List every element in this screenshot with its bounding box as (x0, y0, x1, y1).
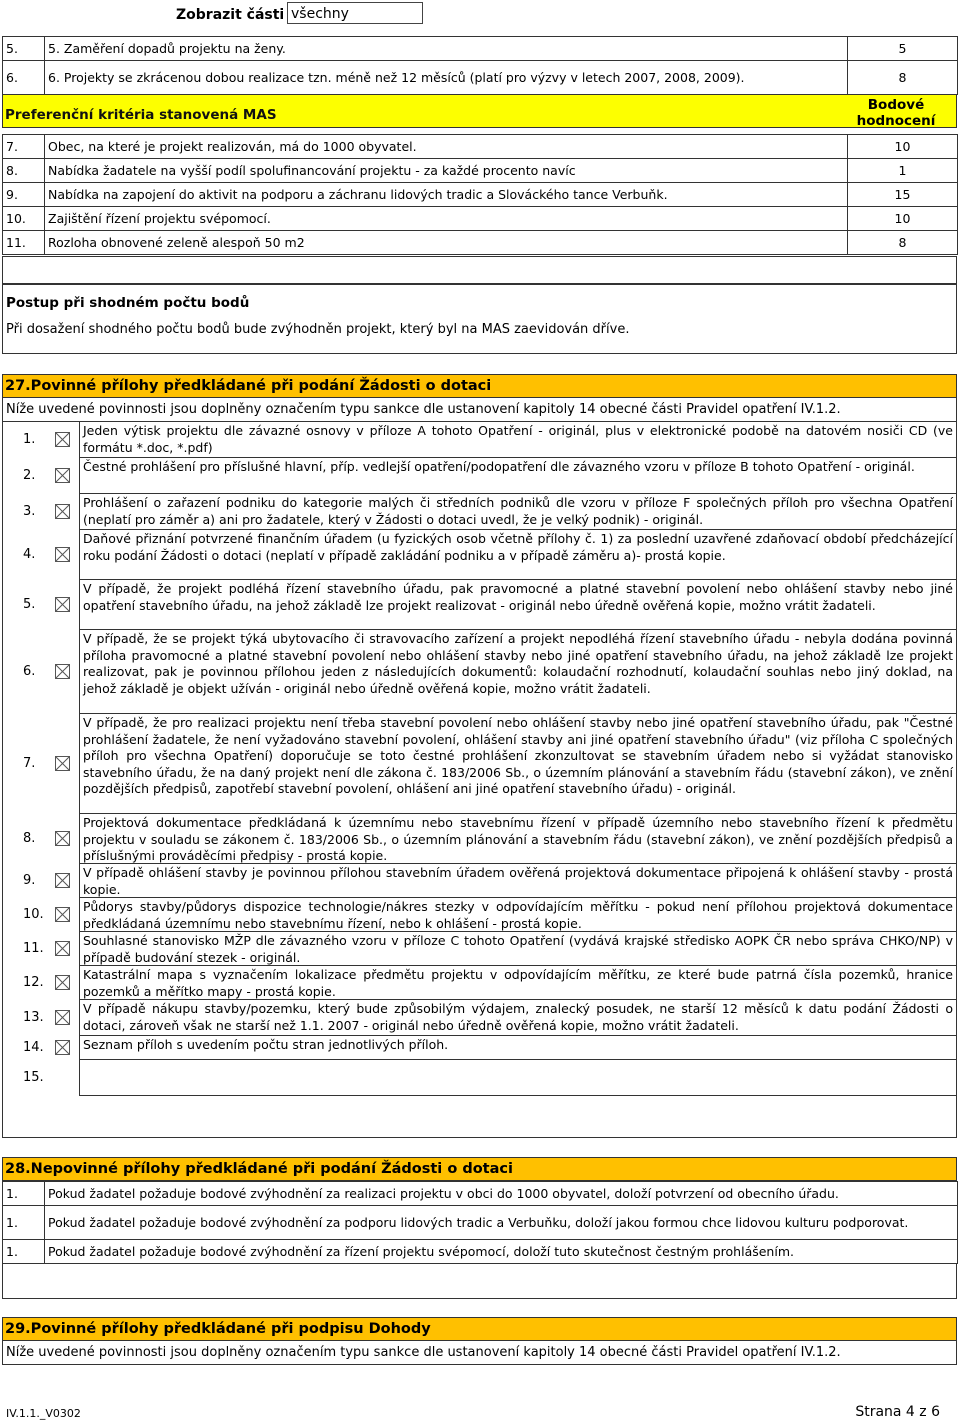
preferential-row (3, 231, 958, 255)
preferential-row (3, 135, 958, 159)
checked-checkbox-icon[interactable] (55, 873, 70, 888)
attachment-num: 9. (23, 873, 36, 888)
page-number: Strana 4 z 6 (855, 1404, 940, 1420)
criteria-num: 11. (3, 231, 45, 255)
attachment-num: 12. (23, 975, 44, 990)
tie-break-text: Při dosažení shodného počtu bodů bude zvýhodněn projekt, který byl na MAS zaevidován dříve. (6, 322, 630, 337)
criteria-row-6 (3, 61, 958, 95)
attachment-text: V případě, že projekt podléhá řízení stavebního úřadu, pak pravomocné a platné stavební povolení nebo ohlášení stavby nebo jiné opatření stavebního úřadu, na jehož základě lze projekt realizovat - originál nebo úředně ověřená kopie, možno vrátit žadateli. (79, 580, 956, 630)
attachment-num: 2. (23, 468, 36, 483)
attachment-row (2, 814, 957, 864)
optional-attachment-row (3, 1206, 958, 1240)
attachment-num: 4. (23, 547, 36, 562)
attachment-text: Katastrální mapa s vyznačením lokalizace předmětu projektu v odpovídajícím měřítku, ze které bude patrná čísla pozemků, hranice pozemků a měřítko mapy - prostá kopie. (79, 966, 956, 1000)
criteria-text: Nabídka žadatele na vyšší podíl spolufinancování projektu - za každé procento navíc (45, 159, 848, 183)
checked-checkbox-icon[interactable] (55, 547, 70, 562)
attachment-num: 1. (3, 1206, 45, 1240)
checked-checkbox-icon[interactable] (55, 907, 70, 922)
attachment-row (2, 1036, 957, 1060)
attachment-text: Půdorys stavby/půdorys dispozice technologie/nákres stezky v odpovídajícím měřítku - pokud není přílohou projektová dokumentace předkládaná územnímu nebo stavebnímu řízení, nebo k ohlášení - prostá kopie. (79, 898, 956, 932)
attachment-row (2, 1060, 957, 1096)
attachment-row (2, 530, 957, 580)
attachment-row (2, 714, 957, 814)
attachment-text: Pokud žadatel požaduje bodové zvýhodnění za realizaci projektu v obci do 1000 obyvatel, doloží potvrzení od obecního úřadu. (45, 1182, 958, 1206)
section-27-list (2, 422, 957, 1096)
section-29-intro-row (2, 1341, 957, 1365)
attachment-row (2, 494, 957, 530)
preferential-row (3, 183, 958, 207)
checked-checkbox-icon[interactable] (55, 664, 70, 679)
attachment-num: 6. (23, 664, 36, 679)
filter-label: Zobrazit části (176, 7, 285, 23)
attachment-text: V případě, že se projekt týká ubytovacího či stravovacího zařízení a projekt nepodléhá řízení stavebního úřadu - nebyla dodána povinná příloha pravomocné a platné stavební povolení nebo ohlášení stavby nebo jiné opatření stavebního úřadu, na jehož základě lze projekt realizovat, pak je povinnou přílohou jeden z následujících dokumentů: kolaudační rozhodnutí, kolaudační souhlas nebo jiný doklad, na jehož základě je objekt užíván - originál nebo úředně ověřená kopie, možno vrátit žadateli. (79, 630, 956, 714)
criteria-text: Rozloha obnovené zeleně alespoň 50 m2 (45, 231, 848, 255)
attachment-text: Souhlasné stanovisko MŽP dle závazného vzoru v příloze C tohoto Opatření (vydává krajské středisko AOPK ČR nebo správa CHKO/NP) v případě budování stezek - originál. (79, 932, 956, 966)
attachment-num: 1. (23, 432, 36, 447)
criteria-text: 6. Projekty se zkrácenou dobou realizace tzn. méně než 12 měsíců (platí pro výzvy v letech 2007, 2008, 2009). (45, 61, 848, 95)
attachment-text: V případě nákupu stavby/pozemku, který bude způsobilým výdajem, znalecký posudek, ne starší 12 měsíců k datu podání Žádosti o dotaci, zároveň však ne starší než 1.1. 2007 - originál nebo úředně ověřená kopie, možno vrátit žadateli. (79, 1000, 956, 1036)
attachment-num: 3. (23, 504, 36, 519)
attachment-row (2, 864, 957, 898)
attachment-text: Pokud žadatel požaduje bodové zvýhodnění za řízení projektu svépomocí, doloží tuto skutečnost čestným prohlášením. (45, 1240, 958, 1264)
criteria-points: 8 (848, 231, 958, 255)
attachment-num: 1. (3, 1182, 45, 1206)
checked-checkbox-icon[interactable] (55, 432, 70, 447)
attachment-num: 7. (23, 756, 36, 771)
attachment-text: Jeden výtisk projektu dle závazné osnovy v příloze A tohoto Opatření - originál, plus v elektronické podobě na datovém nosiči CD (ve formátu *.doc, *.pdf) (79, 422, 956, 458)
attachment-num: 1. (3, 1240, 45, 1264)
section-29-title: 29.Povinné přílohy předkládané při podpisu Dohody (5, 1321, 431, 1337)
checked-checkbox-icon[interactable] (55, 756, 70, 771)
attachment-num: 15. (23, 1070, 44, 1085)
criteria-table (2, 36, 958, 95)
attachment-num: 11. (23, 941, 44, 956)
attachment-text: Seznam příloh s uvedením počtu stran jednotlivých příloh. (79, 1036, 956, 1060)
tie-break-title: Postup při shodném počtu bodů (6, 295, 250, 311)
filter-bar (0, 0, 960, 34)
spacer-row (2, 256, 957, 284)
attachment-row (2, 422, 957, 458)
points-column-header: Bodové hodnocení (856, 97, 936, 129)
attachment-text: V případě, že pro realizaci projektu není třeba stavební povolení nebo ohlášení stavby nebo jiné opatření stavebního úřadu, pak "Čestné prohlášení žadatele, že není vyžadováno stavební povolení, ohlášení stavby ani jiné opatření stavebního úřadu" (viz příloha C společných příloh pro všechna Opatření) doporučuje se toto čestné prohlášení zkonzultovat se stavebním úřadem nebo si vyžádat stanovisko stavebního úřadu, že na daný projekt není dle zákona č. 183/2006 Sb., o územním plánování a stavebním řádu (stavební zákon), ve znění pozdějších předpisů, zapotřebí stavební povolení, ohlášení ani jiné opatření stavebního úřadu) - originál. (79, 714, 956, 814)
attachment-text (79, 1060, 956, 1096)
criteria-num: 5. (3, 37, 45, 61)
attachment-text: V případě ohlášení stavby je povinnou přílohou stavebním úřadem ověřená projektová dokumentace připojená k ohlášení stavby - prostá kopie. (79, 864, 956, 898)
attachment-text: Daňové přiznání potvrzené finančním úřadem (u fyzických osob včetně přílohy č. 1) za poslední uzavřené zdaňovací období předcházející roku podání Žádosti o dotaci (neplatí v případě zakládání podniku a v případě záměru a)- prostá kopie. (79, 530, 956, 580)
filter-select[interactable]: všechny (287, 2, 423, 24)
preferential-row (3, 207, 958, 231)
checked-checkbox-icon[interactable] (55, 1040, 70, 1055)
optional-attachment-row (3, 1240, 958, 1264)
attachment-num: 8. (23, 831, 36, 846)
attachment-text: Pokud žadatel požaduje bodové zvýhodnění za podporu lidových tradic a Verbuňku, doloží jakou formou chce lidovou kulturu podporovat. (45, 1206, 958, 1240)
criteria-num: 6. (3, 61, 45, 95)
tie-break-box (2, 284, 957, 354)
section-29-intro: Níže uvedené povinnosti jsou doplněny označením typu sankce dle ustanovení kapitoly 14 obecné části Pravidel opatření IV.1.2. (6, 1345, 841, 1360)
criteria-row-5 (3, 37, 958, 61)
section-27-header (2, 374, 957, 398)
section-27-intro-row (2, 398, 957, 422)
criteria-num: 10. (3, 207, 45, 231)
criteria-text: Zajištění řízení projektu svépomocí. (45, 207, 848, 231)
checked-checkbox-icon[interactable] (55, 504, 70, 519)
attachment-num: 10. (23, 907, 44, 922)
criteria-text: Obec, na které je projekt realizován, má do 1000 obyvatel. (45, 135, 848, 159)
attachment-num: 13. (23, 1010, 44, 1025)
section-27-title: 27.Povinné přílohy předkládané při podání Žádosti o dotaci (5, 378, 492, 394)
preferential-title: Preferenční kritéria stanovená MAS (5, 107, 277, 123)
preferential-header (2, 94, 957, 128)
section-28-spacer (2, 1263, 957, 1299)
checked-checkbox-icon[interactable] (55, 468, 70, 483)
checked-checkbox-icon[interactable] (55, 975, 70, 990)
attachment-row (2, 630, 957, 714)
attachment-row (2, 966, 957, 1000)
section-27-spacer (2, 1096, 957, 1138)
criteria-points: 10 (848, 207, 958, 231)
criteria-num: 9. (3, 183, 45, 207)
section-28-title: 28.Nepovinné přílohy předkládané při podání Žádosti o dotaci (5, 1161, 513, 1177)
attachment-text: Čestné prohlášení pro příslušné hlavní, příp. vedlejší opatření/podopatření dle závazného vzoru v příloze B tohoto Opatření - originál. (79, 458, 956, 494)
attachment-row (2, 458, 957, 494)
section-29-header (2, 1317, 957, 1341)
preferential-table (2, 134, 958, 255)
checked-checkbox-icon[interactable] (55, 1010, 70, 1025)
criteria-text: Nabídka na zapojení do aktivit na podporu a záchranu lidových tradic a Slováckého tance Verbuňk. (45, 183, 848, 207)
attachment-text: Prohlášení o zařazení podniku do kategorie malých či středních podniků dle vzoru v příloze F společných příloh pro všechna Opatření (neplatí pro záměr a) ani pro žadatele, který v Žádosti o dotaci uvedl, že je velký podnik) - originál. (79, 494, 956, 530)
criteria-num: 8. (3, 159, 45, 183)
attachment-row (2, 1000, 957, 1036)
section-27-intro: Níže uvedené povinnosti jsou doplněny označením typu sankce dle ustanovení kapitoly 14 obecné části Pravidel opatření IV.1.2. (6, 402, 841, 417)
criteria-points: 5 (848, 37, 958, 61)
attachment-text: Projektová dokumentace předkládaná k územnímu nebo stavebnímu řízení v případě územního nebo stavebního řízení k předmětu projektu v souladu se zákonem č. 183/2006 Sb., o územním plánování a stavebním řádu (stavební zákon), ve znění pozdějších předpisů a příslušnými prováděcími předpisy - prostá kopie. (79, 814, 956, 864)
attachment-row (2, 898, 957, 932)
section-28-table (2, 1181, 958, 1264)
criteria-text: 5. Zaměření dopadů projektu na ženy. (45, 37, 848, 61)
attachment-row (2, 580, 957, 630)
preferential-row (3, 159, 958, 183)
criteria-points: 1 (848, 159, 958, 183)
attachment-num: 14. (23, 1040, 44, 1055)
checked-checkbox-icon[interactable] (55, 597, 70, 612)
optional-attachment-row (3, 1182, 958, 1206)
criteria-points: 10 (848, 135, 958, 159)
criteria-points: 15 (848, 183, 958, 207)
document-code: IV.1.1._V0302 (6, 1407, 81, 1420)
attachment-num: 5. (23, 597, 36, 612)
section-28-header (2, 1157, 957, 1181)
checked-checkbox-icon[interactable] (55, 831, 70, 846)
criteria-points: 8 (848, 61, 958, 95)
criteria-num: 7. (3, 135, 45, 159)
attachment-row (2, 932, 957, 966)
checked-checkbox-icon[interactable] (55, 941, 70, 956)
empty-checkbox-icon[interactable] (55, 1070, 70, 1085)
